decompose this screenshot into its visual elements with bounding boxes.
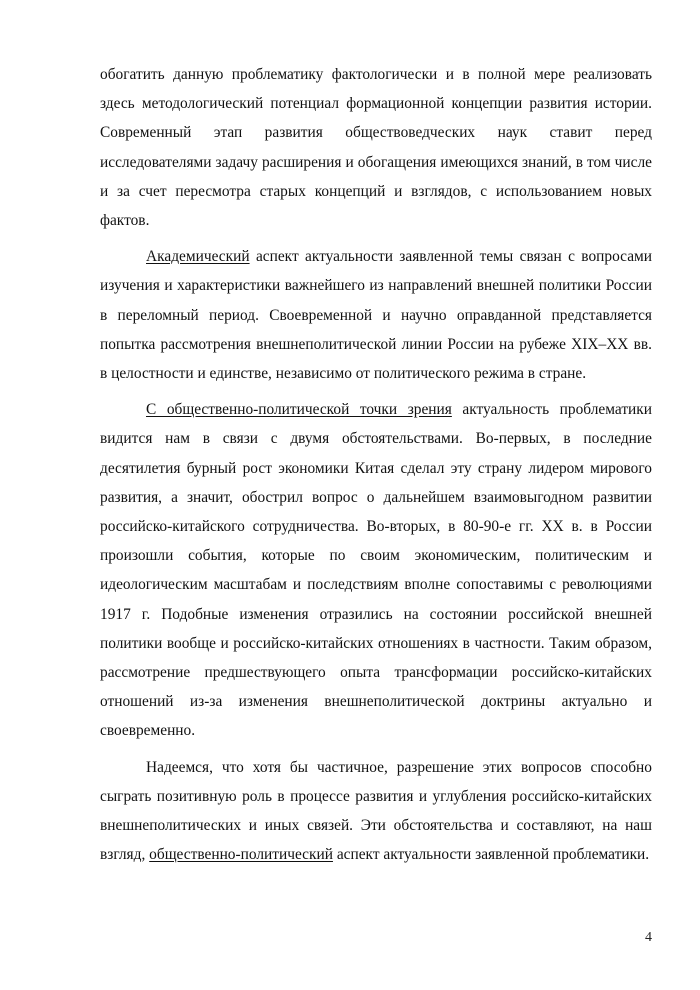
paragraph-4-tail: аспект актуальности заявленной проблематики. xyxy=(332,846,650,864)
paragraph-3-text: актуальность проблематики видится нам в связи с двумя обстоятельствами. Во-первых, в последние десятилетия бурный рост экономики Китая сделал эту страну лидером мирового развития, а значит, обострил вопрос о дальнейшем взаимовыгодном развитии российско-китайского сотрудничества. Во-вторых, в 80-90-е гг. XX в. в России произошли события, которые по своим экономическим, политическим и идеологическим масштабам и последствиям вполне сопоставимы с революциями 1917 г. Подобные изменения отразились на состоянии российской внешней политики вообще и российско-китайских отношениях в частности. Таким образом, рассмотрение предшествующего опыта трансформации российско-китайских отношений из-за изменения внешнеполитической доктрины актуально и своевременно. xyxy=(100,401,652,740)
paragraph-4 xyxy=(100,753,652,870)
paragraph-3 xyxy=(100,395,652,745)
paragraph-2 xyxy=(100,242,652,388)
paragraph-4-underlined: общественно-политический xyxy=(149,846,333,864)
paragraph-2-underlined: Академический xyxy=(146,248,250,266)
paragraph-1 xyxy=(100,60,652,235)
paragraph-2-text: аспект актуальности заявленной темы связан с вопросами изучения и характеристики важнейшего из направлений внешней политики России в переломный период. Своевременной и научно оправданной представляется попытка рассмотрения внешнеполитической линии России на рубеже XIX–XX вв. в целостности и единстве, независимо от политического режима в стране. xyxy=(100,248,652,383)
paragraph-1-text: обогатить данную проблематику фактологически и в полной мере реализовать здесь методологический потенциал формационной концепции развития истории. Современный этап развития обществоведческих наук ставит перед исследователями задачу расширения и обогащения имеющихся знаний, в том числе и за счет пересмотра старых концепций и взглядов, с использованием новых фактов. xyxy=(100,66,652,230)
paragraph-3-underlined: С общественно-политической точки зрения xyxy=(146,401,452,419)
document-body xyxy=(100,60,652,869)
page-number: 4 xyxy=(645,930,652,945)
paragraph-4-lead: Надеемся, что хотя бы частичное, разрешение этих вопросов способно сыграть позитивную роль в процессе развития и углубления российско-китайских внешнеполитических и иных связей. Эти обстоятельства и составляют, на наш взгляд, xyxy=(100,758,652,864)
